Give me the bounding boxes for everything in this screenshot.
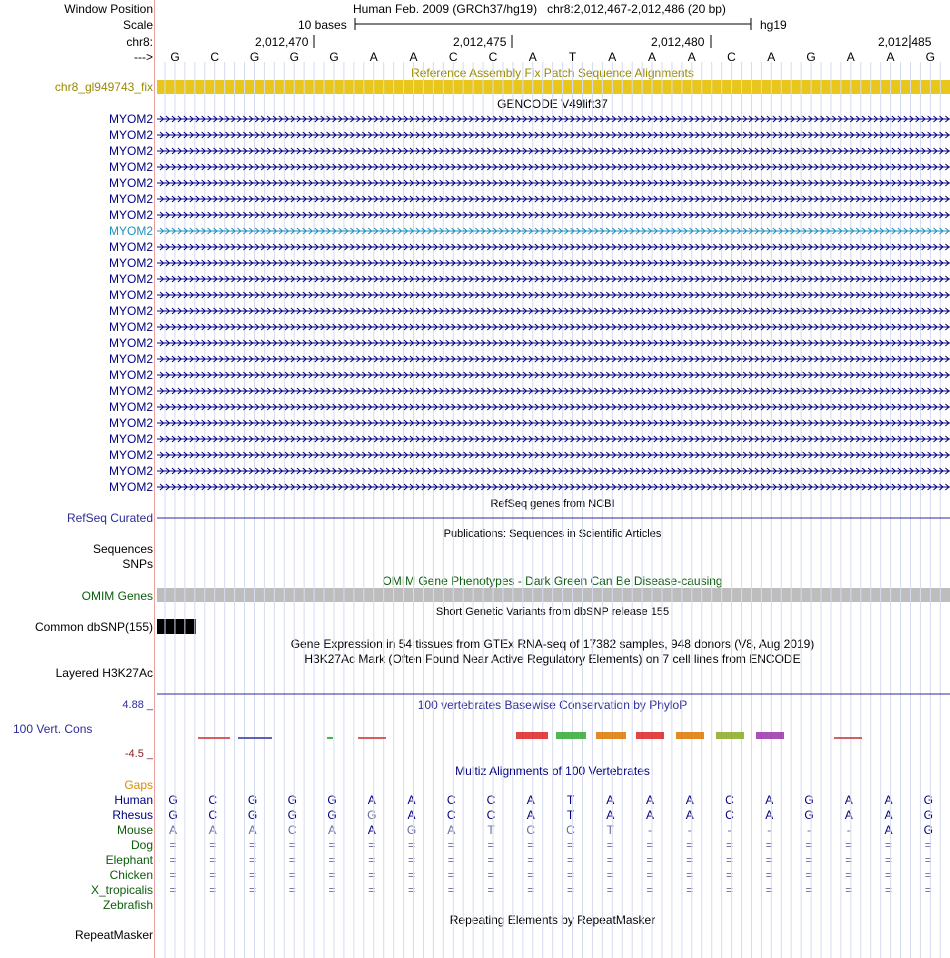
multiz-base: = — [209, 853, 217, 867]
gencode-gene-label[interactable]: MYOM2 — [108, 144, 153, 158]
multiz-base: = — [884, 853, 892, 867]
multiz-base: T — [566, 808, 575, 822]
multiz-base: = — [447, 868, 455, 882]
multiz-base: = — [805, 883, 813, 897]
phylop-score-mark — [756, 732, 784, 739]
base-letter: C — [210, 50, 220, 64]
multiz-base: A — [844, 793, 853, 807]
base-letter: A — [369, 50, 378, 64]
multiz-base: - — [807, 823, 811, 837]
multiz-base: A — [645, 793, 654, 807]
multiz-species-label[interactable]: Chicken — [109, 868, 153, 882]
multiz-base: A — [367, 823, 376, 837]
multiz-base: = — [407, 853, 415, 867]
multiz-base: = — [527, 883, 535, 897]
multiz-base: T — [606, 823, 614, 837]
multiz-base: = — [765, 883, 773, 897]
multiz-base: = — [487, 868, 495, 882]
multiz-base: A — [367, 793, 376, 807]
tick-label: 2,012,470 — [255, 35, 309, 49]
multiz-base: = — [288, 868, 296, 882]
base-letter: A — [647, 50, 656, 64]
multiz-base: = — [209, 883, 217, 897]
base-letter: G — [170, 50, 180, 64]
multiz-base: = — [884, 838, 892, 852]
multiz-base: = — [407, 883, 415, 897]
base-letter: G — [806, 50, 816, 64]
multiz-base: = — [725, 868, 733, 882]
gencode-gene-label[interactable]: MYOM2 — [108, 352, 153, 366]
multiz-base: = — [646, 838, 654, 852]
multiz-base: A — [208, 823, 217, 837]
multiz-base: = — [765, 868, 773, 882]
multiz-species-label[interactable]: X_tropicalis — [90, 883, 153, 897]
gencode-gene-label[interactable]: MYOM2 — [108, 240, 153, 254]
multiz-species-label[interactable]: Mouse — [116, 823, 153, 837]
multiz-base: = — [527, 868, 535, 882]
tick-label: 2,012,485 — [878, 35, 932, 49]
multiz-base: = — [447, 838, 455, 852]
tick-label: 2,012,475 — [453, 35, 507, 49]
gencode-gene-label[interactable]: MYOM2 — [108, 416, 153, 430]
multiz-base: A — [526, 793, 535, 807]
multiz-base: = — [566, 868, 574, 882]
multiz-base: = — [288, 883, 296, 897]
gencode-gene-label[interactable]: MYOM2 — [108, 128, 153, 142]
multiz-base: A — [606, 808, 615, 822]
chr-label: chr8: — [126, 35, 153, 49]
base-letter: A — [886, 50, 895, 64]
multiz-base: A — [765, 808, 774, 822]
publications-sequences-label[interactable]: Sequences — [92, 542, 153, 556]
multiz-base: = — [924, 868, 932, 882]
multiz-base: = — [805, 868, 813, 882]
multiz-base: = — [248, 883, 256, 897]
multiz-base: = — [646, 868, 654, 882]
dbsnp-track-label[interactable]: Common dbSNP(155) — [34, 620, 153, 634]
gencode-gene-label[interactable]: MYOM2 — [108, 112, 153, 126]
multiz-base: = — [686, 883, 694, 897]
gencode-gene-label[interactable]: MYOM2 — [108, 304, 153, 318]
multiz-base: A — [884, 808, 893, 822]
gencode-gene-label[interactable]: MYOM2 — [108, 400, 153, 414]
multiz-base: - — [846, 823, 851, 837]
gencode-gene-label[interactable]: MYOM2 — [108, 176, 153, 190]
publications-snps-label[interactable]: SNPs — [122, 557, 153, 571]
multiz-base: A — [526, 808, 535, 822]
gencode-gene-label[interactable]: MYOM2 — [108, 192, 153, 206]
multiz-base: = — [924, 838, 932, 852]
multiz-base: C — [446, 793, 456, 807]
multiz-base: G — [247, 793, 258, 807]
multiz-base: = — [288, 838, 296, 852]
multiz-base: = — [725, 853, 733, 867]
gencode-gene-label[interactable]: MYOM2 — [108, 448, 153, 462]
base-letter: C — [727, 50, 736, 64]
multiz-base: = — [924, 853, 932, 867]
multiz-base: = — [566, 838, 574, 852]
gtex-track-title[interactable]: Gene Expression in 54 tissues from GTEx RNA-seq of 17382 samples, 948 donors (V8, Aug 2019) — [290, 637, 815, 651]
gencode-gene-label[interactable]: MYOM2 — [108, 256, 153, 270]
base-letter: G — [249, 50, 260, 64]
phylop-score-mark — [676, 732, 704, 739]
multiz-base: = — [209, 838, 217, 852]
multiz-base: = — [328, 853, 336, 867]
multiz-base: = — [248, 868, 256, 882]
multiz-base: G — [247, 808, 258, 822]
phylop-min-value: -4.5 _ — [124, 748, 153, 760]
multiz-base: A — [168, 823, 177, 837]
multiz-base: = — [447, 853, 455, 867]
multiz-base: = — [725, 883, 733, 897]
gencode-gene-label[interactable]: MYOM2 — [108, 368, 153, 382]
multiz-base: = — [845, 883, 853, 897]
multiz-base: = — [368, 868, 376, 882]
phylop-score-mark — [198, 737, 230, 739]
multiz-base: T — [566, 793, 575, 807]
multiz-base: = — [209, 868, 217, 882]
multiz-base: G — [367, 808, 377, 822]
multiz-base: = — [805, 853, 813, 867]
multiz-base: - — [687, 823, 692, 837]
gencode-gene-label[interactable]: MYOM2 — [108, 432, 153, 446]
multiz-base: = — [765, 853, 773, 867]
phylop-score-mark — [834, 737, 862, 739]
gencode-gene-label[interactable]: MYOM2 — [108, 384, 153, 398]
multiz-base: = — [169, 838, 177, 852]
multiz-base: A — [884, 793, 893, 807]
base-letter: T — [568, 50, 577, 64]
multiz-base: - — [727, 823, 732, 837]
multiz-base: C — [725, 808, 734, 822]
multiz-base: A — [327, 823, 336, 837]
gaps-label[interactable]: Gaps — [124, 778, 153, 792]
multiz-base: = — [368, 883, 376, 897]
gencode-gene-label[interactable]: MYOM2 — [108, 224, 153, 238]
omim-track-title[interactable]: OMIM Gene Phenotypes - Dark Green Can Be Disease-causing — [382, 574, 723, 588]
multiz-base: = — [606, 883, 614, 897]
multiz-base: = — [566, 883, 574, 897]
gencode-gene-label[interactable]: MYOM2 — [108, 464, 153, 478]
multiz-base: - — [648, 823, 652, 837]
base-letter: A — [608, 50, 617, 64]
fix-patch-track-title[interactable]: Reference Assembly Fix Patch Sequence Alignments — [411, 66, 694, 80]
gencode-gene-label[interactable]: MYOM2 — [108, 272, 153, 286]
multiz-base: = — [487, 853, 495, 867]
multiz-base: A — [884, 823, 893, 837]
phylop-score-mark — [556, 732, 586, 739]
multiz-base: G — [923, 823, 933, 837]
multiz-base: = — [487, 838, 495, 852]
h3k27ac-track-label[interactable]: Layered H3K27Ac — [55, 666, 153, 680]
tick-label: 2,012,480 — [651, 35, 705, 49]
multiz-base: A — [685, 793, 694, 807]
multiz-base: A — [407, 793, 416, 807]
multiz-base: A — [447, 823, 456, 837]
multiz-base: C — [446, 808, 456, 822]
multiz-base: = — [845, 868, 853, 882]
base-letter: A — [687, 50, 696, 64]
base-letter: A — [767, 50, 776, 64]
multiz-base: = — [288, 853, 296, 867]
multiz-base: C — [208, 808, 218, 822]
scale-text: 10 bases — [298, 18, 347, 32]
multiz-base: C — [725, 793, 734, 807]
multiz-base: = — [169, 868, 177, 882]
multiz-base: = — [248, 838, 256, 852]
publications-track-title[interactable]: Publications: Sequences in Scientific Articles — [443, 528, 662, 540]
gencode-gene-label[interactable]: MYOM2 — [108, 288, 153, 302]
multiz-base: C — [208, 793, 218, 807]
multiz-base: = — [765, 838, 773, 852]
multiz-base: = — [447, 883, 455, 897]
multiz-base: G — [287, 793, 297, 807]
multiz-base: C — [287, 823, 297, 837]
base-letter: A — [409, 50, 418, 64]
refseq-track-title[interactable]: RefSeq genes from NCBI — [490, 498, 615, 510]
multiz-base: = — [606, 838, 614, 852]
window-position-label: Window Position — [64, 2, 153, 16]
multiz-base: = — [328, 868, 336, 882]
omim-track-label[interactable]: OMIM Genes — [81, 589, 153, 603]
multiz-species-label[interactable]: Dog — [130, 838, 153, 852]
multiz-base: C — [566, 823, 575, 837]
h3k27ac-track-title[interactable]: H3K27Ac Mark (Often Found Near Active Regulatory Elements) on 7 cell lines from ENCODE — [304, 652, 801, 666]
multiz-base: G — [923, 793, 933, 807]
phylop-score-mark — [596, 732, 626, 739]
multiz-base: G — [406, 823, 417, 837]
multiz-base: = — [407, 838, 415, 852]
gencode-gene-label[interactable]: MYOM2 — [108, 336, 153, 350]
base-letter: C — [488, 50, 498, 64]
base-letter: G — [925, 50, 935, 64]
multiz-base: A — [606, 793, 615, 807]
db-name: hg19 — [760, 18, 787, 32]
phylop-track-title[interactable]: 100 vertebrates Basewise Conservation by PhyloP — [417, 698, 688, 712]
fix-patch-track-label[interactable]: chr8_gl949743_fix — [54, 80, 153, 94]
base-letter: G — [329, 50, 339, 64]
multiz-base: G — [168, 808, 178, 822]
multiz-base: G — [923, 808, 933, 822]
gencode-gene-label[interactable]: MYOM2 — [108, 320, 153, 334]
multiz-base: A — [765, 793, 774, 807]
repeatmasker-track-title[interactable]: Repeating Elements by RepeatMasker — [449, 913, 656, 927]
gencode-gene-label[interactable]: MYOM2 — [108, 160, 153, 174]
multiz-base: = — [606, 868, 614, 882]
multiz-base: = — [169, 883, 177, 897]
base-letter: A — [528, 50, 537, 64]
multiz-base: C — [486, 793, 496, 807]
multiz-base: C — [486, 808, 496, 822]
multiz-species-label[interactable]: Human — [114, 793, 153, 807]
multiz-species-label[interactable]: Rhesus — [112, 808, 153, 822]
multiz-base: C — [526, 823, 536, 837]
multiz-base: = — [328, 838, 336, 852]
multiz-base: = — [566, 853, 574, 867]
multiz-base: A — [685, 808, 694, 822]
phylop-track-label[interactable]: 100 Vert. Cons — [13, 722, 93, 736]
multiz-track-title[interactable]: Multiz Alignments of 100 Vertebrates — [455, 764, 650, 778]
multiz-base: = — [248, 853, 256, 867]
scale-label: Scale — [122, 18, 153, 32]
phylop-max-value: 4.88 _ — [122, 699, 153, 711]
strand-arrow-label: ---> — [134, 50, 153, 64]
gencode-track-title[interactable]: GENCODE V49lift37 — [497, 97, 608, 111]
multiz-base: = — [169, 853, 177, 867]
multiz-base: = — [407, 868, 415, 882]
multiz-base: T — [487, 823, 495, 837]
dbsnp-track-title[interactable]: Short Genetic Variants from dbSNP release 155 — [435, 606, 670, 618]
base-letter: G — [289, 50, 299, 64]
multiz-base: A — [407, 808, 416, 822]
multiz-base: A — [844, 808, 853, 822]
multiz-base: = — [487, 883, 495, 897]
gencode-gene-label[interactable]: MYOM2 — [108, 480, 153, 494]
multiz-base: G — [327, 793, 337, 807]
assembly-title: Human Feb. 2009 (GRCh37/hg19) chr8:2,012,467-2,012,486 (20 bp) — [353, 2, 726, 16]
multiz-base: = — [845, 853, 853, 867]
multiz-base: = — [884, 883, 892, 897]
multiz-species-label[interactable]: Zebrafish — [102, 898, 153, 912]
phylop-score-mark — [636, 732, 664, 739]
multiz-base: = — [527, 853, 535, 867]
multiz-base: G — [287, 808, 297, 822]
multiz-base: G — [804, 793, 814, 807]
multiz-base: = — [368, 838, 376, 852]
repeatmasker-track-label[interactable]: RepeatMasker — [74, 928, 153, 942]
multiz-base: = — [924, 883, 932, 897]
multiz-base: = — [805, 838, 813, 852]
multiz-base: = — [368, 853, 376, 867]
refseq-track-label[interactable]: RefSeq Curated — [66, 511, 153, 525]
multiz-base: G — [804, 808, 814, 822]
phylop-score-mark — [327, 737, 333, 739]
phylop-score-mark — [716, 732, 744, 739]
multiz-base: = — [646, 853, 654, 867]
multiz-base: = — [328, 883, 336, 897]
multiz-base: = — [686, 853, 694, 867]
multiz-base: G — [327, 808, 337, 822]
multiz-base: = — [845, 838, 853, 852]
phylop-score-mark — [238, 737, 272, 739]
multiz-base: = — [646, 883, 654, 897]
phylop-score-mark — [516, 732, 548, 739]
phylop-score-mark — [358, 737, 386, 739]
multiz-base: - — [767, 823, 772, 837]
multiz-base: = — [686, 838, 694, 852]
multiz-base: = — [527, 838, 535, 852]
multiz-base: G — [168, 793, 178, 807]
gencode-gene-label[interactable]: MYOM2 — [108, 208, 153, 222]
multiz-base: = — [884, 868, 892, 882]
multiz-base: A — [645, 808, 654, 822]
multiz-base: = — [725, 838, 733, 852]
base-letter: A — [846, 50, 855, 64]
multiz-species-label[interactable]: Elephant — [105, 853, 153, 867]
multiz-base: = — [686, 868, 694, 882]
multiz-base: A — [248, 823, 257, 837]
base-letter: C — [448, 50, 458, 64]
multiz-base: = — [606, 853, 614, 867]
